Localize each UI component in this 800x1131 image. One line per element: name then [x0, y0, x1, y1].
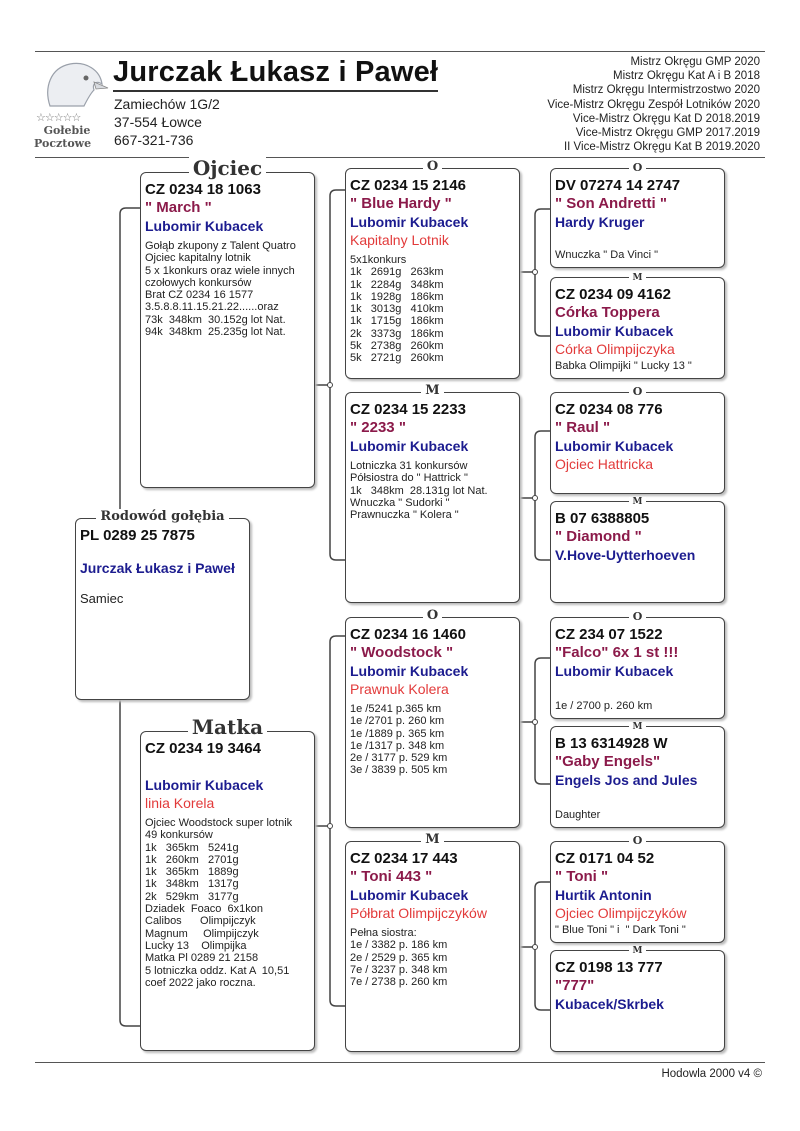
pigeon-name: " Toni ": [555, 868, 609, 885]
text-line: 1e /5241 p.365 km: [350, 703, 442, 715]
owner-name: Lubomir Kubacek: [350, 887, 469, 903]
box-label-text: M: [629, 497, 647, 507]
box-label: [551, 161, 724, 175]
text-line: Brat CZ 0234 16 1577: [145, 289, 254, 302]
box-label: [551, 271, 724, 285]
pigeon-name: Córka Toppera: [555, 304, 660, 321]
text-line: 1k 365km 5241g: [145, 841, 239, 854]
pedigree-box-dds[interactable]: [550, 834, 725, 943]
text-line: 1k 1928g 186km: [350, 290, 444, 303]
text-line: 5 x 1konkurs oraz wiele innych: [145, 264, 295, 277]
owner-name: Lubomir Kubacek: [145, 218, 264, 234]
text-line: Pełna siostra:: [350, 927, 417, 939]
text-line: 2k 3373g 186km: [350, 327, 444, 340]
text-line: 1k 348km 28.131g lot Nat.: [350, 484, 488, 497]
ring-number: B 07 6388805: [555, 510, 650, 527]
achievements-text: [555, 360, 692, 372]
ring-number: CZ 234 07 1522: [555, 626, 663, 643]
text-line: Prawnuczka " Kolera ": [350, 509, 459, 522]
text-line: 7e / 3237 p. 348 km: [350, 963, 448, 976]
ring-number: DV 07274 14 2747: [555, 177, 681, 194]
box-label-text: O: [629, 385, 647, 398]
pedigree-note: Prawnuk Kolera: [350, 681, 449, 697]
achievements-text: [555, 249, 658, 261]
text-line: 3.5.8.8.11.15.21.22......oraz: [145, 301, 279, 314]
text-line: 5x1konkurs: [350, 254, 407, 266]
box-label-text: Matka: [188, 715, 267, 739]
text-line: Lucky 13 Olimpijka: [145, 939, 247, 952]
pedigree-box-dd[interactable]: [345, 832, 520, 1052]
box-label-text: M: [629, 946, 647, 956]
box-label: [76, 510, 249, 524]
text-line: 1e / 2700 p. 260 km: [555, 699, 653, 712]
achievement: II Vice-Mistrz Okręgu Kat B 2019.2020: [563, 141, 760, 154]
text-line: 49 konkursów: [145, 829, 213, 842]
pedigree-box-dsd[interactable]: [550, 722, 725, 828]
pedigree-box-ds[interactable]: [345, 608, 520, 828]
text-line: Wnuczka " Sudorki ": [350, 496, 450, 509]
pedigree-box-dss[interactable]: [550, 610, 725, 719]
pedigree-note: Półbrat Olimpijczyków: [350, 905, 487, 921]
achievements-text: [350, 703, 515, 777]
box-label-text: O: [423, 159, 442, 174]
achievement: Mistrz Okręgu GMP 2020: [630, 56, 760, 68]
pedigree-box-ddd[interactable]: [550, 946, 725, 1052]
pedigree-box-sd[interactable]: [345, 383, 520, 603]
ring-number: CZ 0234 19 3464: [145, 740, 261, 757]
pedigree-box-sire[interactable]: [140, 156, 315, 488]
box-label: [346, 384, 519, 398]
pigeon-name: " Toni 443 ": [350, 868, 433, 885]
text-line: 1e /1317 p. 348 km: [350, 739, 445, 752]
pigeon-name: " March ": [145, 199, 212, 216]
owner-name: Kubacek/Skrbek: [555, 996, 664, 1012]
achievements-text: [555, 809, 600, 821]
text-line: 5k 2721g 260km: [350, 352, 444, 365]
text-line: 2k 529km 3177g: [145, 890, 239, 903]
text-line: Półsiostra do " Hattrick ": [350, 472, 468, 485]
pigeon-name: " 2233 ": [350, 419, 406, 436]
logo-text-1: Gołebie: [43, 124, 91, 137]
ring-number: CZ 0234 09 4162: [555, 286, 671, 303]
owner-name: Lubomir Kubacek: [555, 323, 674, 339]
ring-number: CZ 0234 16 1460: [350, 626, 466, 643]
logo-text-2: Pocztowe: [34, 137, 92, 150]
pedigree-box-self[interactable]: [75, 509, 250, 700]
pedigree-box-sds[interactable]: [550, 385, 725, 494]
ring-number: CZ 0198 13 777: [555, 959, 663, 976]
text-line: 1k 260km 2701g: [145, 853, 239, 866]
owner-name: Lubomir Kubacek: [145, 777, 264, 793]
achievements-text: [80, 593, 245, 605]
text-line: Daughter: [555, 808, 601, 821]
box-label-text: O: [629, 834, 647, 847]
pedigree-note: Ojciec Hattricka: [555, 456, 654, 472]
box-label: [141, 158, 314, 178]
pedigree-note: linia Korela: [145, 795, 215, 811]
achievement: Vice-Mistrz Okręgu Kat D 2018.2019: [572, 112, 760, 125]
box-label-text: O: [423, 608, 442, 623]
address-street: Zamiechów 1G/2: [114, 96, 220, 112]
breeder-title: Jurczak Łukasz i Paweł: [113, 56, 438, 92]
ring-number: CZ 0234 15 2146: [350, 177, 466, 194]
pigeon-name: "777": [555, 977, 595, 994]
box-label-text: Rodowód gołębia: [96, 509, 228, 524]
achievements-text: [350, 254, 515, 365]
achievements-text: [350, 927, 515, 988]
pedigree-note: Kapitalny Lotnik: [350, 232, 449, 248]
box-label-text: M: [421, 832, 443, 847]
box-label: [551, 720, 724, 734]
box-label-text: Ojciec: [189, 156, 266, 180]
text-line: 1k 348km 1317g: [145, 878, 239, 891]
box-label-text: M: [629, 722, 647, 732]
text-line: 73k 348km 30.152g lot Nat.: [145, 313, 286, 326]
ring-number: CZ 0234 08 776: [555, 401, 663, 418]
achievements-text: [350, 460, 515, 521]
text-line: 7e / 2738 p. 260 km: [350, 976, 448, 989]
pigeon-name: "Falco" 6x 1 st !!!: [555, 644, 679, 661]
text-line: Gołąb zkupony z Talent Quatro: [145, 240, 296, 252]
text-line: Dziadek Foaco 6x1kon: [145, 903, 264, 916]
pedigree-box-ss[interactable]: [345, 159, 520, 379]
owner-name: Jurczak Łukasz i Paweł: [80, 560, 235, 576]
text-line: czołowych konkursów: [145, 276, 252, 289]
box-label-text: O: [629, 610, 647, 623]
logo-stars: ☆☆☆☆☆: [36, 112, 81, 124]
pigeon-name: " Diamond ": [555, 528, 642, 545]
text-line: Magnum Olimpijczyk: [145, 927, 259, 940]
text-line: Ojciec Woodstock super lotnik: [145, 817, 293, 829]
achievements-text: [145, 240, 310, 338]
text-line: coef 2022 jako roczna.: [145, 976, 256, 989]
owner-name: Lubomir Kubacek: [555, 663, 674, 679]
owner-name: Engels Jos and Jules: [555, 772, 698, 788]
box-label: [551, 834, 724, 848]
pedigree-box-sdd[interactable]: [550, 497, 725, 603]
text-line: 1k 1715g 186km: [350, 315, 444, 328]
pedigree-note: Córka Olimpijczyka: [555, 341, 675, 357]
software-credit: Hodowla 2000 v4 ©: [661, 1068, 762, 1080]
box-label: [551, 495, 724, 509]
owner-name: Lubomir Kubacek: [350, 663, 469, 679]
text-line: Matka Pl 0289 21 2158: [145, 952, 259, 965]
text-line: 3e / 3839 p. 505 km: [350, 764, 448, 777]
ring-number: CZ 0234 15 2233: [350, 401, 466, 418]
ring-number: B 13 6314928 W: [555, 735, 668, 752]
owner-name: Lubomir Kubacek: [350, 438, 469, 454]
pigeon-name: "Gaby Engels": [555, 753, 661, 770]
achievements-text: [145, 817, 310, 989]
pedigree-box-sss[interactable]: [550, 161, 725, 268]
owner-name: Hurtik Antonin: [555, 887, 652, 903]
text-line: 1e /1889 p. 365 km: [350, 727, 445, 740]
pigeon-name: [145, 758, 310, 776]
text-line: 2e / 3177 p. 529 km: [350, 752, 448, 765]
box-label: [346, 609, 519, 623]
box-label-text: O: [629, 161, 647, 174]
ring-number: PL 0289 25 7875: [80, 527, 195, 544]
text-line: Calibos Olimpijczyk: [145, 915, 256, 928]
box-label: [551, 944, 724, 958]
owner-name: Hardy Kruger: [555, 214, 645, 230]
text-line: Samiec: [80, 591, 124, 606]
text-line: 5 lotniczka oddz. Kat A 10,51: [145, 964, 290, 977]
achievements-text: [555, 700, 652, 712]
text-line: 1e /2701 p. 260 km: [350, 715, 445, 728]
box-label: [551, 385, 724, 399]
text-line: 1e / 3382 p. 186 km: [350, 939, 448, 952]
text-line: 94k 348km 25.235g lot Nat.: [145, 326, 286, 339]
owner-name: Lubomir Kubacek: [350, 214, 469, 230]
text-line: " Blue Toni " i " Dark Toni ": [555, 923, 686, 936]
text-line: 2e / 2529 p. 365 km: [350, 951, 448, 964]
pedigree-box-dam[interactable]: [140, 715, 315, 1051]
pedigree-box-ssd[interactable]: [550, 273, 725, 379]
text-line: Wnuczka " Da Vinci ": [555, 248, 658, 261]
text-line: 1k 2284g 348km: [350, 278, 444, 291]
achievement: Mistrz Okręgu Kat A i B 2018: [612, 70, 760, 83]
box-label-text: M: [421, 383, 443, 398]
pigeon-name: " Woodstock ": [350, 644, 454, 661]
pigeon-name: " Raul ": [555, 419, 611, 436]
ring-number: CZ 0171 04 52: [555, 850, 655, 867]
ring-number: CZ 0234 18 1063: [145, 181, 261, 198]
achievements-text: [555, 924, 686, 936]
text-line: Babka Olimpijki " Lucky 13 ": [555, 359, 692, 372]
phone-number: 667-321-736: [114, 132, 194, 148]
achievement: Mistrz Okręgu Intermistrzostwo 2020: [572, 84, 760, 97]
owner-name: V.Hove-Uytterhoeven: [555, 547, 696, 563]
box-label-text: M: [629, 273, 647, 283]
ring-number: CZ 0234 17 443: [350, 850, 458, 867]
text-line: 5k 2738g 260km: [350, 340, 444, 353]
box-label: [141, 717, 314, 737]
text-line: 1k 2691g 263km: [350, 266, 444, 279]
box-label: [551, 610, 724, 624]
address-city: 37-554 Łowce: [114, 114, 202, 130]
pedigree-note: Ojciec Olimpijczyków: [555, 905, 687, 921]
text-line: Ojciec kapitalny lotnik: [145, 252, 251, 265]
pigeon-name: " Blue Hardy ": [350, 195, 452, 212]
pigeon-name: " Son Andretti ": [555, 195, 667, 212]
text-line: 1k 365km 1889g: [145, 866, 239, 879]
achievement: Vice-Mistrz Okręgu Zespół Lotników 2020: [547, 98, 760, 111]
achievement: Vice-Mistrz Okręgu GMP 2017.2019: [575, 127, 760, 140]
text-line: Lotniczka 31 konkursów: [350, 460, 468, 472]
box-label: [346, 160, 519, 174]
box-label: [346, 833, 519, 847]
owner-name: Lubomir Kubacek: [555, 438, 674, 454]
text-line: 1k 3013g 410km: [350, 303, 444, 316]
